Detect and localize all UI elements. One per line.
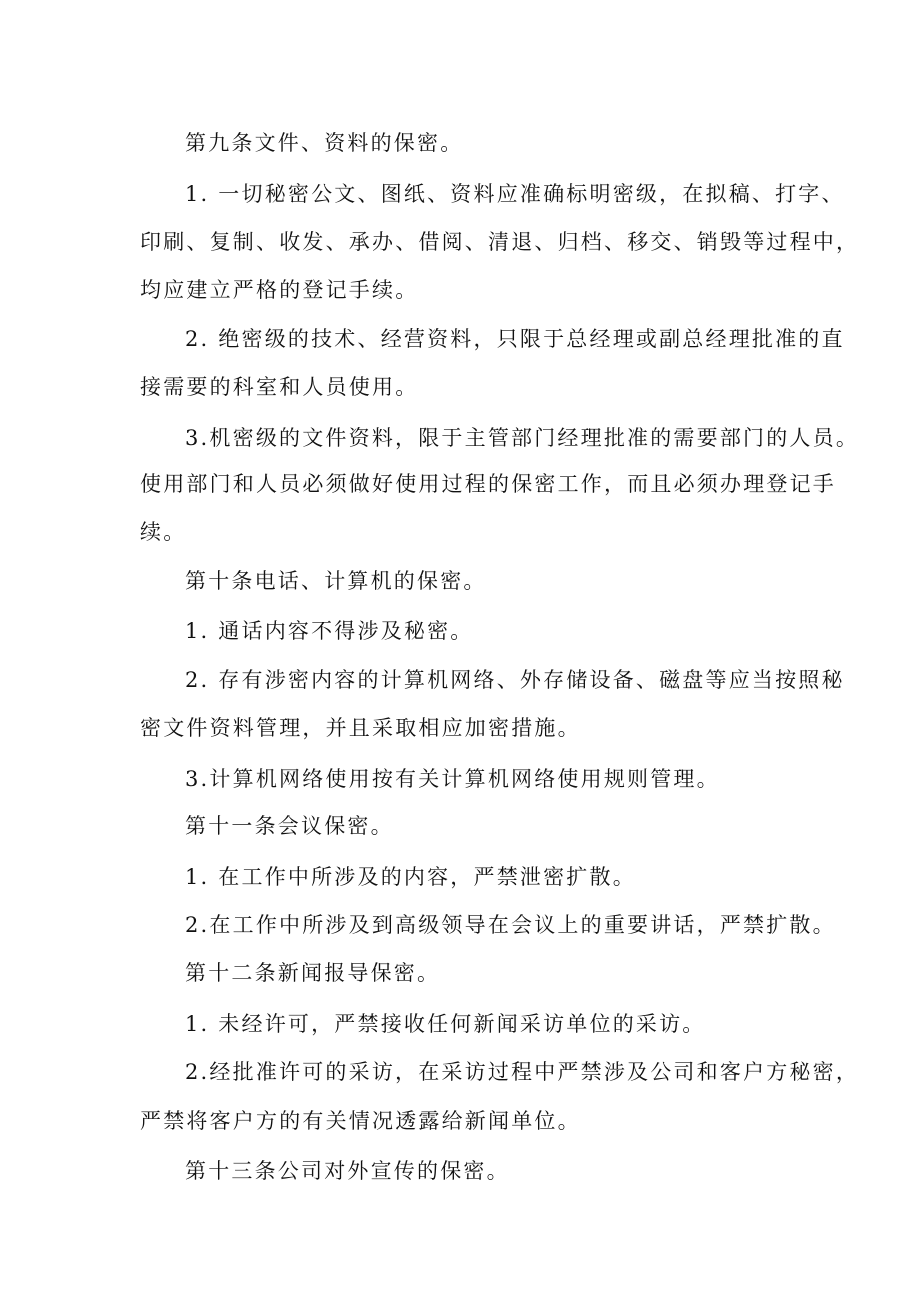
article-9-heading: 第九条文件、资料的保密。: [185, 131, 464, 155]
paragraph-line: 3.机密级的文件资料，限于主管部门经理批准的需要部门的人员。: [185, 426, 860, 450]
paragraph-line: 严禁将客户方的有关情况透露给新闻单位。: [140, 1109, 581, 1133]
paragraph-line: 1. 在工作中所涉及的内容，严禁泄密扩散。: [185, 865, 636, 889]
paragraph-line: 1. 未经许可，严禁接收任何新闻采访单位的采访。: [185, 1012, 706, 1036]
article-13-heading: 第十三条公司对外宣传的保密。: [185, 1159, 510, 1183]
paragraph-line: 2.在工作中所涉及到高级领导在会议上的重要讲话，严禁扩散。: [185, 913, 836, 937]
paragraph-line: 续。: [140, 520, 187, 544]
article-12-heading: 第十二条新闻报导保密。: [185, 961, 441, 985]
paragraph-line: 1. 一切秘密公文、图纸、资料应准确标明密级，在拟稿、打字、: [185, 182, 845, 206]
article-11-heading: 第十一条会议保密。: [185, 814, 394, 838]
article-10-heading: 第十条电话、计算机的保密。: [185, 569, 487, 593]
paragraph-line: 使用部门和人员必须做好使用过程的保密工作，而且必须办理登记手: [140, 472, 836, 496]
paragraph-line: 密文件资料管理，并且采取相应加密措施。: [140, 716, 581, 740]
paragraph-line: 3.计算机网络使用按有关计算机网络使用规则管理。: [185, 767, 720, 791]
paragraph-line: 2. 存有涉密内容的计算机网络、外存储设备、磁盘等应当按照秘: [185, 668, 845, 692]
paragraph-line: 印刷、复制、收发、承办、借阅、清退、归档、移交、销毁等过程中，: [140, 230, 860, 254]
paragraph-line: 均应建立严格的登记手续。: [140, 278, 419, 302]
paragraph-line: 2. 绝密级的技术、经营资料，只限于总经理或副总经理批准的直: [185, 327, 845, 351]
paragraph-line: 2.经批准许可的采访，在采访过程中严禁涉及公司和客户方秘密，: [185, 1060, 860, 1084]
paragraph-line: 1. 通话内容不得涉及秘密。: [185, 619, 474, 643]
paragraph-line: 接需要的科室和人员使用。: [140, 375, 419, 399]
